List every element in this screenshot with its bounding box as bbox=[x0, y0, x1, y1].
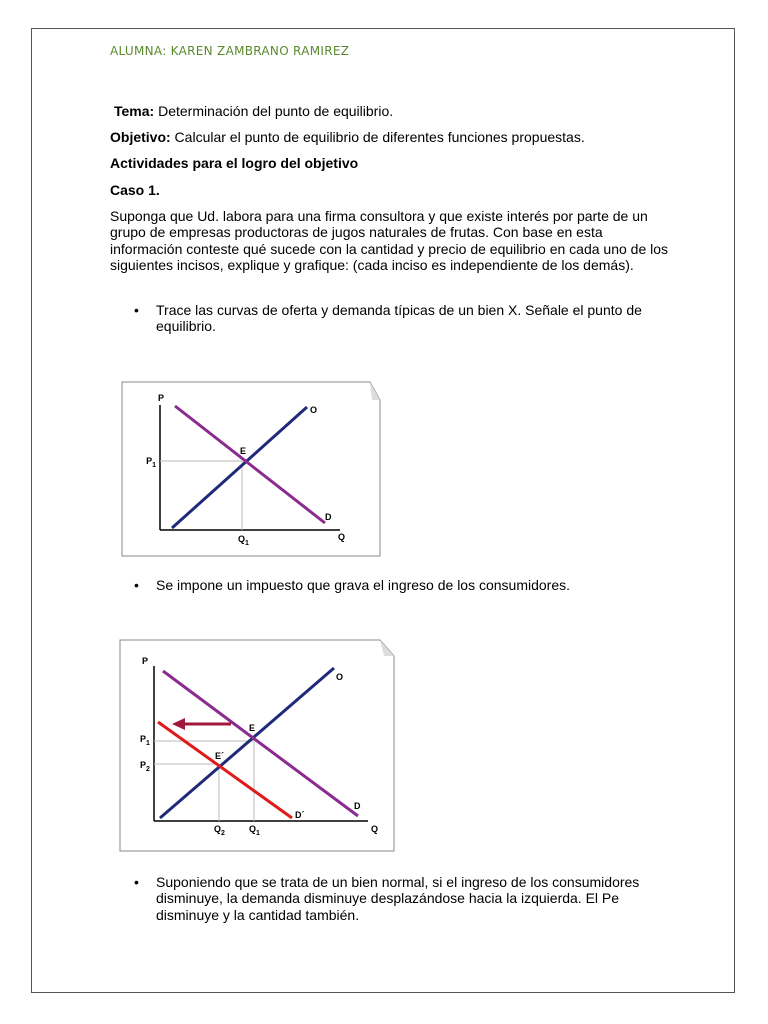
supply-label: O bbox=[310, 405, 318, 415]
case-paragraph: Suponga que Ud. labora para una firma consultora y que existe interés por parte de un grupo de empresas productoras de jugos naturales de frutas. Con base en esta información conteste qué sucede con la cantidad y precio de equilibrio en cada uno de los siguientes incisos, explique y grafique: (cada inciso es independiente de los demás). bbox=[110, 208, 669, 274]
equilibrium-label: E bbox=[249, 723, 256, 733]
q1-label: $Q_1$ bbox=[238, 534, 249, 547]
p-axis-label: P bbox=[142, 656, 149, 666]
bullet-3-text: Suponiendo que se trata de un bien normal, si el ingreso de los consumidores disminuye, la demanda disminuye desplazándose hacia la izquierda. El Pe disminuye y la cantidad también. bbox=[156, 874, 640, 923]
bullet-dot: • bbox=[134, 874, 139, 890]
objetivo-line bbox=[110, 129, 585, 145]
demand-label: D bbox=[354, 801, 361, 811]
q1-label: $Q_1$ bbox=[249, 824, 260, 837]
q2-label: $Q_2$ bbox=[214, 824, 225, 837]
student-name: ALUMNA: KAREN ZAMBRANO RAMIREZ bbox=[110, 44, 350, 58]
p1-label: $P_1$ bbox=[146, 456, 156, 469]
q-axis-label: Q bbox=[371, 824, 379, 834]
tema-line bbox=[114, 103, 393, 119]
q-axis-label: Q bbox=[338, 532, 346, 542]
demand-label: D bbox=[325, 512, 332, 522]
equilibrium-new-label: E´ bbox=[215, 751, 224, 761]
p-axis-label: P bbox=[158, 393, 165, 403]
bullet-dot: • bbox=[134, 577, 139, 593]
tema-text: Determinación del punto de equilibrio. bbox=[154, 103, 394, 119]
p2-label: $P_2$ bbox=[140, 760, 150, 773]
objetivo-text: Calcular el punto de equilibrio de diferentes funciones propuestas. bbox=[170, 129, 585, 145]
supply-demand-graph-1 bbox=[120, 380, 382, 563]
equilibrium-label: E bbox=[240, 446, 247, 456]
objetivo-label: Objetivo: bbox=[110, 129, 171, 145]
supply-demand-graph-2 bbox=[118, 638, 396, 858]
actividades-heading: Actividades para el logro del objetivo bbox=[110, 155, 359, 171]
bullet-dot: • bbox=[134, 302, 139, 318]
supply-label: O bbox=[336, 672, 344, 682]
tema-label: Tema: bbox=[114, 103, 155, 119]
caso-heading: Caso 1. bbox=[110, 182, 160, 198]
bullet-1-text: Trace las curvas de oferta y demanda típicas de un bien X. Señale el punto de equilibrio. bbox=[156, 302, 642, 335]
demand-shifted-label: D´ bbox=[295, 810, 305, 820]
bullet-2-text: Se impone un impuesto que grava el ingreso de los consumidores. bbox=[156, 577, 571, 593]
p1-label: $P_1$ bbox=[140, 734, 150, 747]
